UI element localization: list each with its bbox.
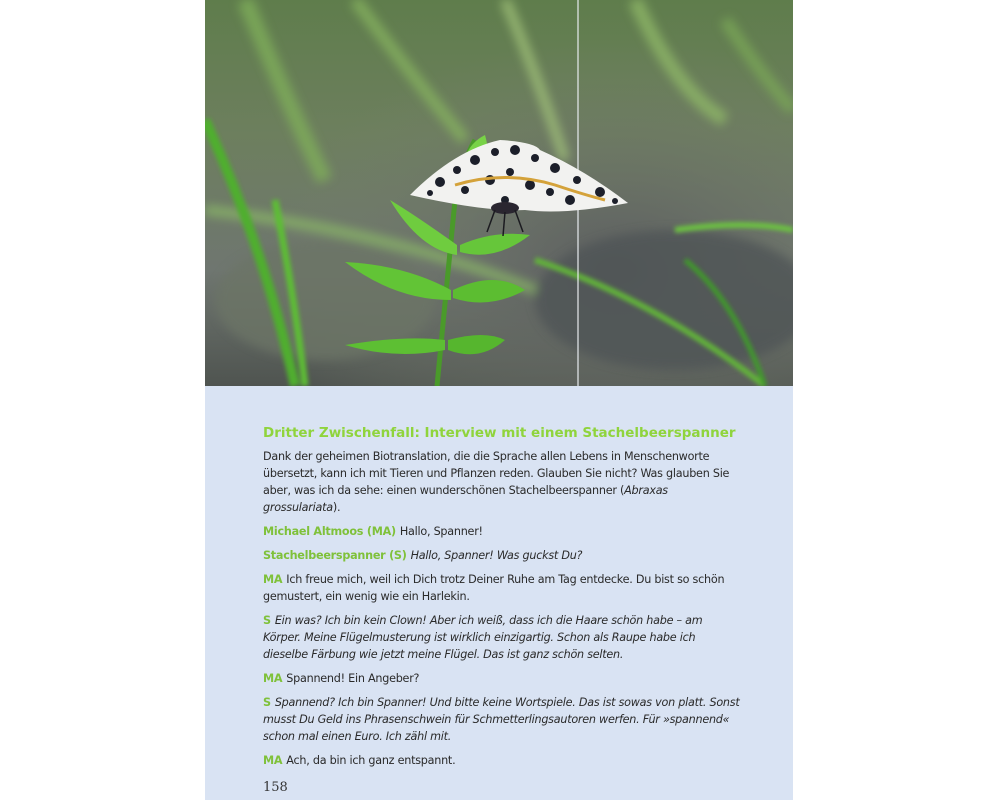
moth-photo <box>205 0 793 386</box>
intro-text-b: ). <box>332 501 341 514</box>
dialogue-line <box>263 670 743 687</box>
intro-text-a: Dank der geheimen Biotranslation, die die Sprache allen Lebens in Menschenworte übersetzt, kann ich mit Tieren und Pflanzen reden. Glauben Sie nicht? Was glauben Sie aber, was ich da sehe: einen wunderschönen Stachelbeerspanner ( <box>263 450 730 497</box>
dialogue-line <box>263 752 743 769</box>
text-content <box>263 424 743 776</box>
dialogue-text: Ein was? Ich bin kein Clown! Aber ich weiß, dass ich die Haare schön habe – am Körper. Meine Flügelmusterung ist wirklich einzigartig. Schon als Raupe habe ich dieselbe Färbung wie jetzt meine Flügel. Das ist ganz schön selten. <box>263 614 703 661</box>
speaker-label: MA <box>263 573 283 586</box>
speaker-label: S <box>263 696 271 709</box>
speaker-label: MA <box>263 754 283 767</box>
speaker-label: MA <box>263 672 283 685</box>
dialogue-line <box>263 547 743 564</box>
dialogue-text: Ich freue mich, weil ich Dich trotz Deiner Ruhe am Tag entdecke. Du bist so schön gemustert, ein wenig wie ein Harlekin. <box>263 573 725 603</box>
latin-name: Abraxas grossulariata <box>263 484 668 514</box>
book-page <box>205 0 793 800</box>
moth-on-plant-image <box>205 0 793 386</box>
dialogue-text: Hallo, Spanner! Was guckst Du? <box>410 549 583 562</box>
dialogue-line <box>263 571 743 605</box>
speaker-label: S <box>263 614 271 627</box>
dialogue-line <box>263 523 743 540</box>
page-number: 158 <box>263 780 288 795</box>
dialogue-line <box>263 694 743 745</box>
section-heading: Dritter Zwischenfall: Interview mit einem Stachelbeerspanner <box>263 425 736 441</box>
intro-paragraph <box>263 448 743 516</box>
speaker-label: Stachelbeerspanner (S) <box>263 549 407 562</box>
speaker-label: Michael Altmoos (MA) <box>263 525 396 538</box>
dialogue-text: Spannend? Ich bin Spanner! Und bitte keine Wortspiele. Das ist sowas von platt. Sonst musst Du Geld ins Phrasenschwein für Schmetterlingsautoren werfen. Für »spannend« schon mal einen Euro. Ich zähl mit. <box>263 696 740 743</box>
dialogue-text: Hallo, Spanner! <box>399 525 483 538</box>
dialogue-text: Ach, da bin ich ganz entspannt. <box>286 754 456 767</box>
dialogue-text: Spannend! Ein Angeber? <box>286 672 420 685</box>
dialogue-line <box>263 612 743 663</box>
